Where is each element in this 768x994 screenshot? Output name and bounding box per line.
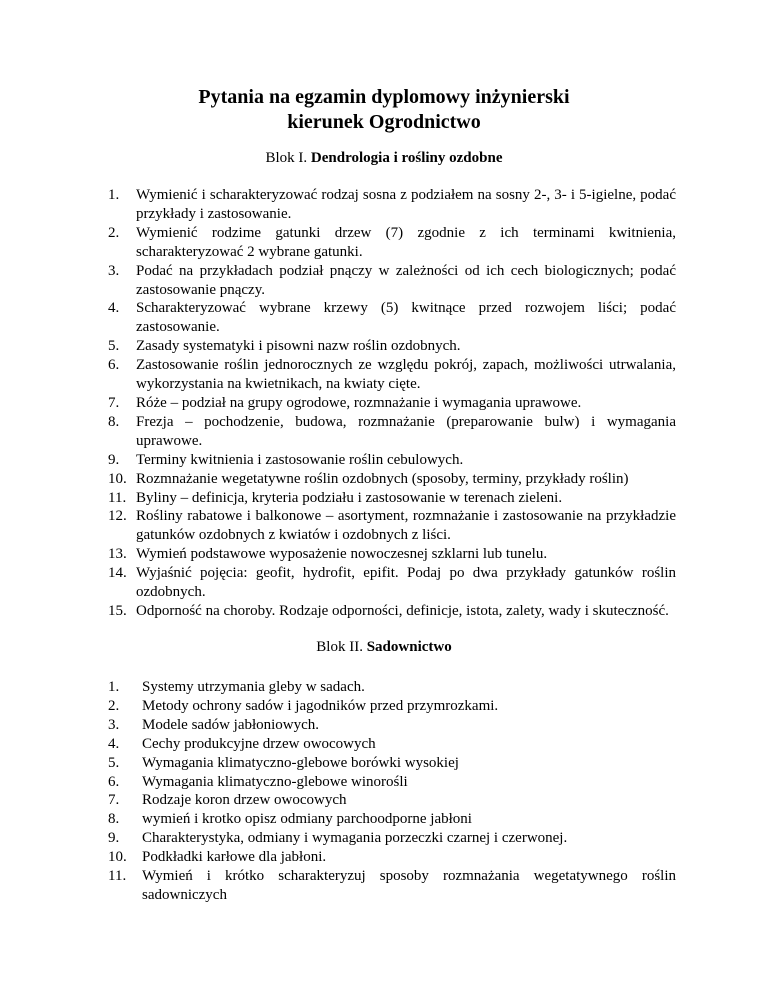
item-text: Rodzaje koron drzew owocowych xyxy=(142,792,347,809)
item-text: Wymienić rodzime gatunki drzew (7) zgodnie z ich terminami kwitnienia, scharakteryzować 2 wybrane gatunki. xyxy=(136,224,676,260)
list-item xyxy=(108,545,676,564)
list-item xyxy=(108,791,676,810)
item-number: 10. xyxy=(108,470,127,487)
item-number: 4. xyxy=(108,735,120,752)
list-item xyxy=(108,810,676,829)
item-number: 9. xyxy=(108,451,120,468)
item-text: wymień i krotko opisz odmiany parchoodporne jabłoni xyxy=(142,811,472,828)
item-text: Terminy kwitnienia i zastosowanie roślin cebulowych. xyxy=(136,451,464,468)
item-number: 11. xyxy=(108,489,127,506)
item-text: Wymień i krótko scharakteryzuj sposoby rozmnażania wegetatywnego roślin sadowniczych xyxy=(142,868,676,903)
item-number: 10. xyxy=(108,849,127,866)
item-text: Cechy produkcyjne drzew owocowych xyxy=(142,735,376,752)
item-number: 11. xyxy=(108,868,127,885)
list-item xyxy=(108,773,676,792)
block2-prefix: Blok II. xyxy=(316,639,367,655)
list-item xyxy=(108,413,676,451)
item-text: Metody ochrony sadów i jagodników przed przymrozkami. xyxy=(142,697,499,714)
item-number: 2. xyxy=(108,697,120,714)
item-text: Wymień podstawowe wyposażenie nowoczesnej szklarni lub tunelu. xyxy=(136,546,548,563)
item-text: Modele sadów jabłoniowych. xyxy=(142,716,320,733)
list-item xyxy=(108,451,676,470)
block2-name: Sadownictwo xyxy=(366,639,452,655)
item-number: 1. xyxy=(108,679,120,695)
list-item xyxy=(108,754,676,773)
item-text: Rośliny rabatowe i balkonowe – asortyment, rozmnażanie i zastosowanie na przykładzie gatunków ozdobnych z kwiatów i ozdobnych z liści. xyxy=(136,508,676,544)
item-number: 1. xyxy=(108,187,120,203)
item-number: 8. xyxy=(108,413,120,430)
item-number: 5. xyxy=(108,754,120,771)
item-text: Byliny – definicja, kryteria podziału i zastosowanie w terenach zieleni. xyxy=(136,489,563,506)
item-text: Wymienić i scharakteryzować rodzaj sosna z podziałem na sosny 2-, 3- i 5-igielne, podać przykłady i zastosowanie. xyxy=(136,187,676,222)
list-item xyxy=(108,186,676,224)
list-item xyxy=(108,697,676,716)
item-number: 13. xyxy=(108,546,127,563)
item-number: 9. xyxy=(108,830,120,847)
item-text: Rozmnażanie wegetatywne roślin ozdobnych (sposoby, terminy, przykłady roślin) xyxy=(136,470,629,487)
list-item xyxy=(108,337,676,356)
item-number: 14. xyxy=(108,565,127,582)
list-item xyxy=(108,489,676,508)
item-number: 8. xyxy=(108,811,120,828)
item-number: 3. xyxy=(108,262,120,279)
document-subtitle: kierunek Ogrodnictwo xyxy=(287,111,481,133)
document-title: Pytania na egzamin dyplomowy inżynierski xyxy=(198,86,570,108)
list-item xyxy=(108,299,676,337)
item-text: Wymagania klimatyczno-glebowe winorośli xyxy=(142,773,408,790)
block2-question-list xyxy=(108,678,676,905)
item-number: 7. xyxy=(108,394,120,411)
item-text: Frezja – pochodzenie, budowa, rozmnażanie (preparowanie bulw) i wymagania uprawowe. xyxy=(136,413,676,449)
list-item xyxy=(108,507,676,545)
item-text: Zasady systematyki i pisowni nazw roślin ozdobnych. xyxy=(136,338,461,355)
item-text: Odporność na choroby. Rodzaje odporności, definicje, istota, zalety, wady i skuteczność. xyxy=(136,602,669,619)
list-item xyxy=(108,394,676,413)
item-text: Wyjaśnić pojęcia: geofit, hydrofit, epifit. Podaj po dwa przykłady gatunków roślin ozdobnych. xyxy=(136,565,676,601)
block2-heading xyxy=(0,638,768,657)
item-number: 3. xyxy=(108,716,120,733)
list-item xyxy=(108,716,676,735)
item-text: Podkładki karłowe dla jabłoni. xyxy=(142,849,327,866)
item-text: Charakterystyka, odmiany i wymagania porzeczki czarnej i czerwonej. xyxy=(142,830,568,847)
list-item xyxy=(108,848,676,867)
item-number: 15. xyxy=(108,602,127,619)
list-item xyxy=(108,867,676,905)
item-text: Zastosowanie roślin jednorocznych ze względu pokrój, zapach, możliwości utrwalania, wykorzystania na kwietnikach, na kwiaty cięte. xyxy=(136,357,676,393)
list-item xyxy=(108,356,676,394)
item-text: Systemy utrzymania gleby w sadach. xyxy=(142,679,365,695)
item-number: 2. xyxy=(108,224,120,241)
item-number: 7. xyxy=(108,792,120,809)
list-item xyxy=(108,735,676,754)
list-item xyxy=(108,564,676,602)
item-number: 5. xyxy=(108,338,120,355)
list-item xyxy=(108,829,676,848)
item-text: Podać na przykładach podział pnączy w zależności od ich cech biologicznych; podać zastosowanie pnączy. xyxy=(136,262,676,298)
item-text: Scharakteryzować wybrane krzewy (5) kwitnące przed rozwojem liści; podać zastosowanie. xyxy=(136,300,676,336)
list-item xyxy=(108,678,676,697)
list-item xyxy=(108,602,676,621)
list-item xyxy=(108,470,676,489)
item-text: Róże – podział na grupy ogrodowe, rozmnażanie i wymagania uprawowe. xyxy=(136,394,582,411)
block1-name: Dendrologia i rośliny ozdobne xyxy=(310,150,503,166)
item-number: 6. xyxy=(108,357,120,374)
item-number: 4. xyxy=(108,300,120,317)
list-item xyxy=(108,262,676,300)
item-text: Wymagania klimatyczno-glebowe borówki wysokiej xyxy=(142,754,459,771)
block1-prefix: Blok I. xyxy=(265,150,311,166)
list-item xyxy=(108,224,676,262)
item-number: 6. xyxy=(108,773,120,790)
block1-heading xyxy=(0,149,768,168)
block1-question-list xyxy=(108,186,676,621)
item-number: 12. xyxy=(108,508,127,525)
